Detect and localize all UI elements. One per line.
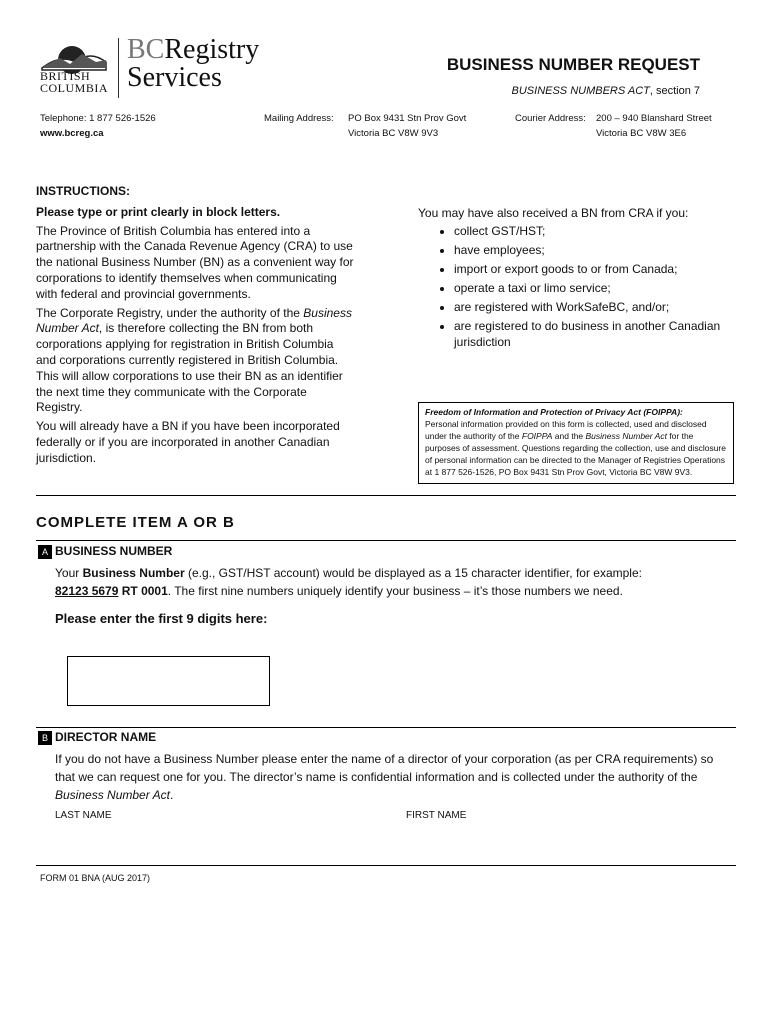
item-divider bbox=[36, 540, 736, 541]
telephone-block bbox=[40, 111, 156, 141]
list-item: • have employees; bbox=[454, 243, 738, 259]
brand-name bbox=[127, 36, 259, 92]
text-run: , is therefore collecting the BN from both corporations applying for registration in British Columbia and corporations currently registered in British Columbia. This will allow corporations to use their BN as an identifier the next time they communicate with the Corporate Registry. bbox=[36, 321, 343, 415]
foippa-text bbox=[425, 418, 727, 478]
text-run: (e.g., GST/HST account) would be displayed as a 15 character identifier, for example: bbox=[184, 566, 642, 580]
text-run: . bbox=[169, 788, 174, 802]
item-b-label: DIRECTOR NAME bbox=[55, 730, 157, 744]
form-number: FORM 01 BNA (AUG 2017) bbox=[40, 873, 151, 883]
instructions-heading: INSTRUCTIONS: bbox=[36, 184, 130, 198]
text-run: If you do not have a Business Number please enter the name of a director of your corporation (as per CRA requirements) so that we can request one for you. The director’s name is confidential information and is collected under the authority of the bbox=[55, 752, 714, 784]
foippa-notice bbox=[418, 402, 734, 484]
act-reference bbox=[512, 85, 700, 97]
list-item: • are registered to do business in another Canadian jurisdiction bbox=[454, 319, 738, 350]
example-number: 82123 5679 bbox=[55, 584, 119, 598]
mailing-line1: PO Box 9431 Stn Prov Govt bbox=[348, 113, 467, 124]
list-item: • import or export goods to or from Canada; bbox=[454, 262, 738, 278]
last-name-label: LAST NAME bbox=[55, 810, 112, 821]
item-b-tag: B bbox=[38, 731, 52, 745]
item-divider bbox=[36, 727, 736, 728]
text-run: The Corporate Registry, under the authority of the bbox=[36, 305, 304, 320]
logo-divider bbox=[118, 38, 119, 98]
mailing-label: Mailing Address: bbox=[264, 113, 334, 124]
first-name-label: FIRST NAME bbox=[406, 810, 467, 821]
instructions-paragraph: You will already have a BN if you have been incorporated federally or if you are incorporated in another Canadian jurisdiction. bbox=[36, 419, 340, 465]
foippa-title: Freedom of Information and Protection of Privacy Act (FOIPPA): bbox=[425, 407, 683, 417]
text-run: Business Number bbox=[82, 566, 185, 580]
mailing-line2: Victoria BC V8W 9V3 bbox=[348, 128, 439, 139]
act-name: Business Number Act bbox=[585, 431, 667, 441]
page-title: BUSINESS NUMBER REQUEST bbox=[446, 55, 700, 74]
act-name: Business Number Act bbox=[55, 788, 170, 802]
telephone-label: Telephone: bbox=[40, 113, 87, 124]
footer-divider bbox=[36, 865, 736, 866]
section-divider bbox=[36, 495, 736, 496]
brand-line2: Services bbox=[127, 62, 222, 93]
act-section: , section 7 bbox=[649, 85, 700, 97]
item-a-tag: A bbox=[38, 545, 52, 559]
brand-line1: Registry bbox=[164, 34, 260, 65]
instructions-paragraph bbox=[36, 306, 356, 417]
brand-prefix: BC bbox=[127, 34, 165, 65]
courier-line1: 200 – 940 Blanshard Street bbox=[596, 113, 712, 124]
act-name: BUSINESS NUMBERS ACT bbox=[511, 85, 650, 97]
business-number-input[interactable] bbox=[67, 656, 270, 706]
instructions-section bbox=[36, 184, 356, 470]
courier-line2: Victoria BC V8W 3E6 bbox=[596, 128, 687, 139]
mailing-address bbox=[348, 111, 466, 141]
item-a-prompt: Please enter the first 9 digits here: bbox=[55, 611, 268, 626]
website-link[interactable]: www.bcreg.ca bbox=[40, 128, 104, 139]
text-run: Your bbox=[55, 566, 83, 580]
list-item: • operate a taxi or limo service; bbox=[454, 281, 738, 297]
complete-heading: COMPLETE ITEM A OR B bbox=[36, 514, 235, 531]
item-a-description bbox=[55, 564, 735, 600]
telephone-number: 1 877 526-1526 bbox=[89, 113, 156, 124]
cra-intro: You may have also received a BN from CRA if you: bbox=[418, 206, 689, 220]
act-name: Business Number Act bbox=[36, 305, 352, 336]
item-b-description bbox=[55, 750, 735, 804]
cra-list-section bbox=[418, 204, 738, 354]
act-name: FOIPPA bbox=[521, 431, 553, 441]
first-name-field[interactable] bbox=[406, 826, 736, 856]
province-name bbox=[40, 70, 108, 94]
text-run: and the bbox=[552, 431, 586, 441]
example-rt: RT 0001 bbox=[118, 584, 168, 598]
instructions-paragraph: The Province of British Columbia has entered into a partnership with the Canada Revenue Agency (CRA) to use the national Business Number (BN) as a convenient way for corporations to identify themselves when communicating with federal and provincial governments. bbox=[36, 223, 354, 301]
courier-address bbox=[596, 111, 712, 141]
list-item: • are registered with WorkSafeBC, and/or; bbox=[454, 300, 738, 316]
instructions-subheading: Please type or print clearly in block letters. bbox=[36, 204, 281, 219]
item-a-label: BUSINESS NUMBER bbox=[55, 544, 173, 558]
province-line2: COLUMBIA bbox=[40, 81, 109, 95]
text-run: . The first nine numbers uniquely identify your business – it’s those numbers we need. bbox=[167, 584, 623, 598]
courier-label: Courier Address: bbox=[515, 113, 586, 124]
cra-criteria-list bbox=[418, 224, 738, 351]
list-item: • collect GST/HST; bbox=[454, 224, 738, 240]
last-name-field[interactable] bbox=[55, 826, 390, 856]
province-line1: BRITISH bbox=[40, 69, 91, 83]
text-run: Personal information provided on this form is collected, used and disclosed under the authority of the bbox=[425, 419, 707, 441]
text-run: for the purposes of assessment. Questions regarding the collection, use and disclosure of personal information can be directed to the Manager of Registries Operations at 1 877 526-1526, PO Box 9431 Stn Prov Govt, Victoria BC V8W 9V3. bbox=[425, 431, 726, 477]
